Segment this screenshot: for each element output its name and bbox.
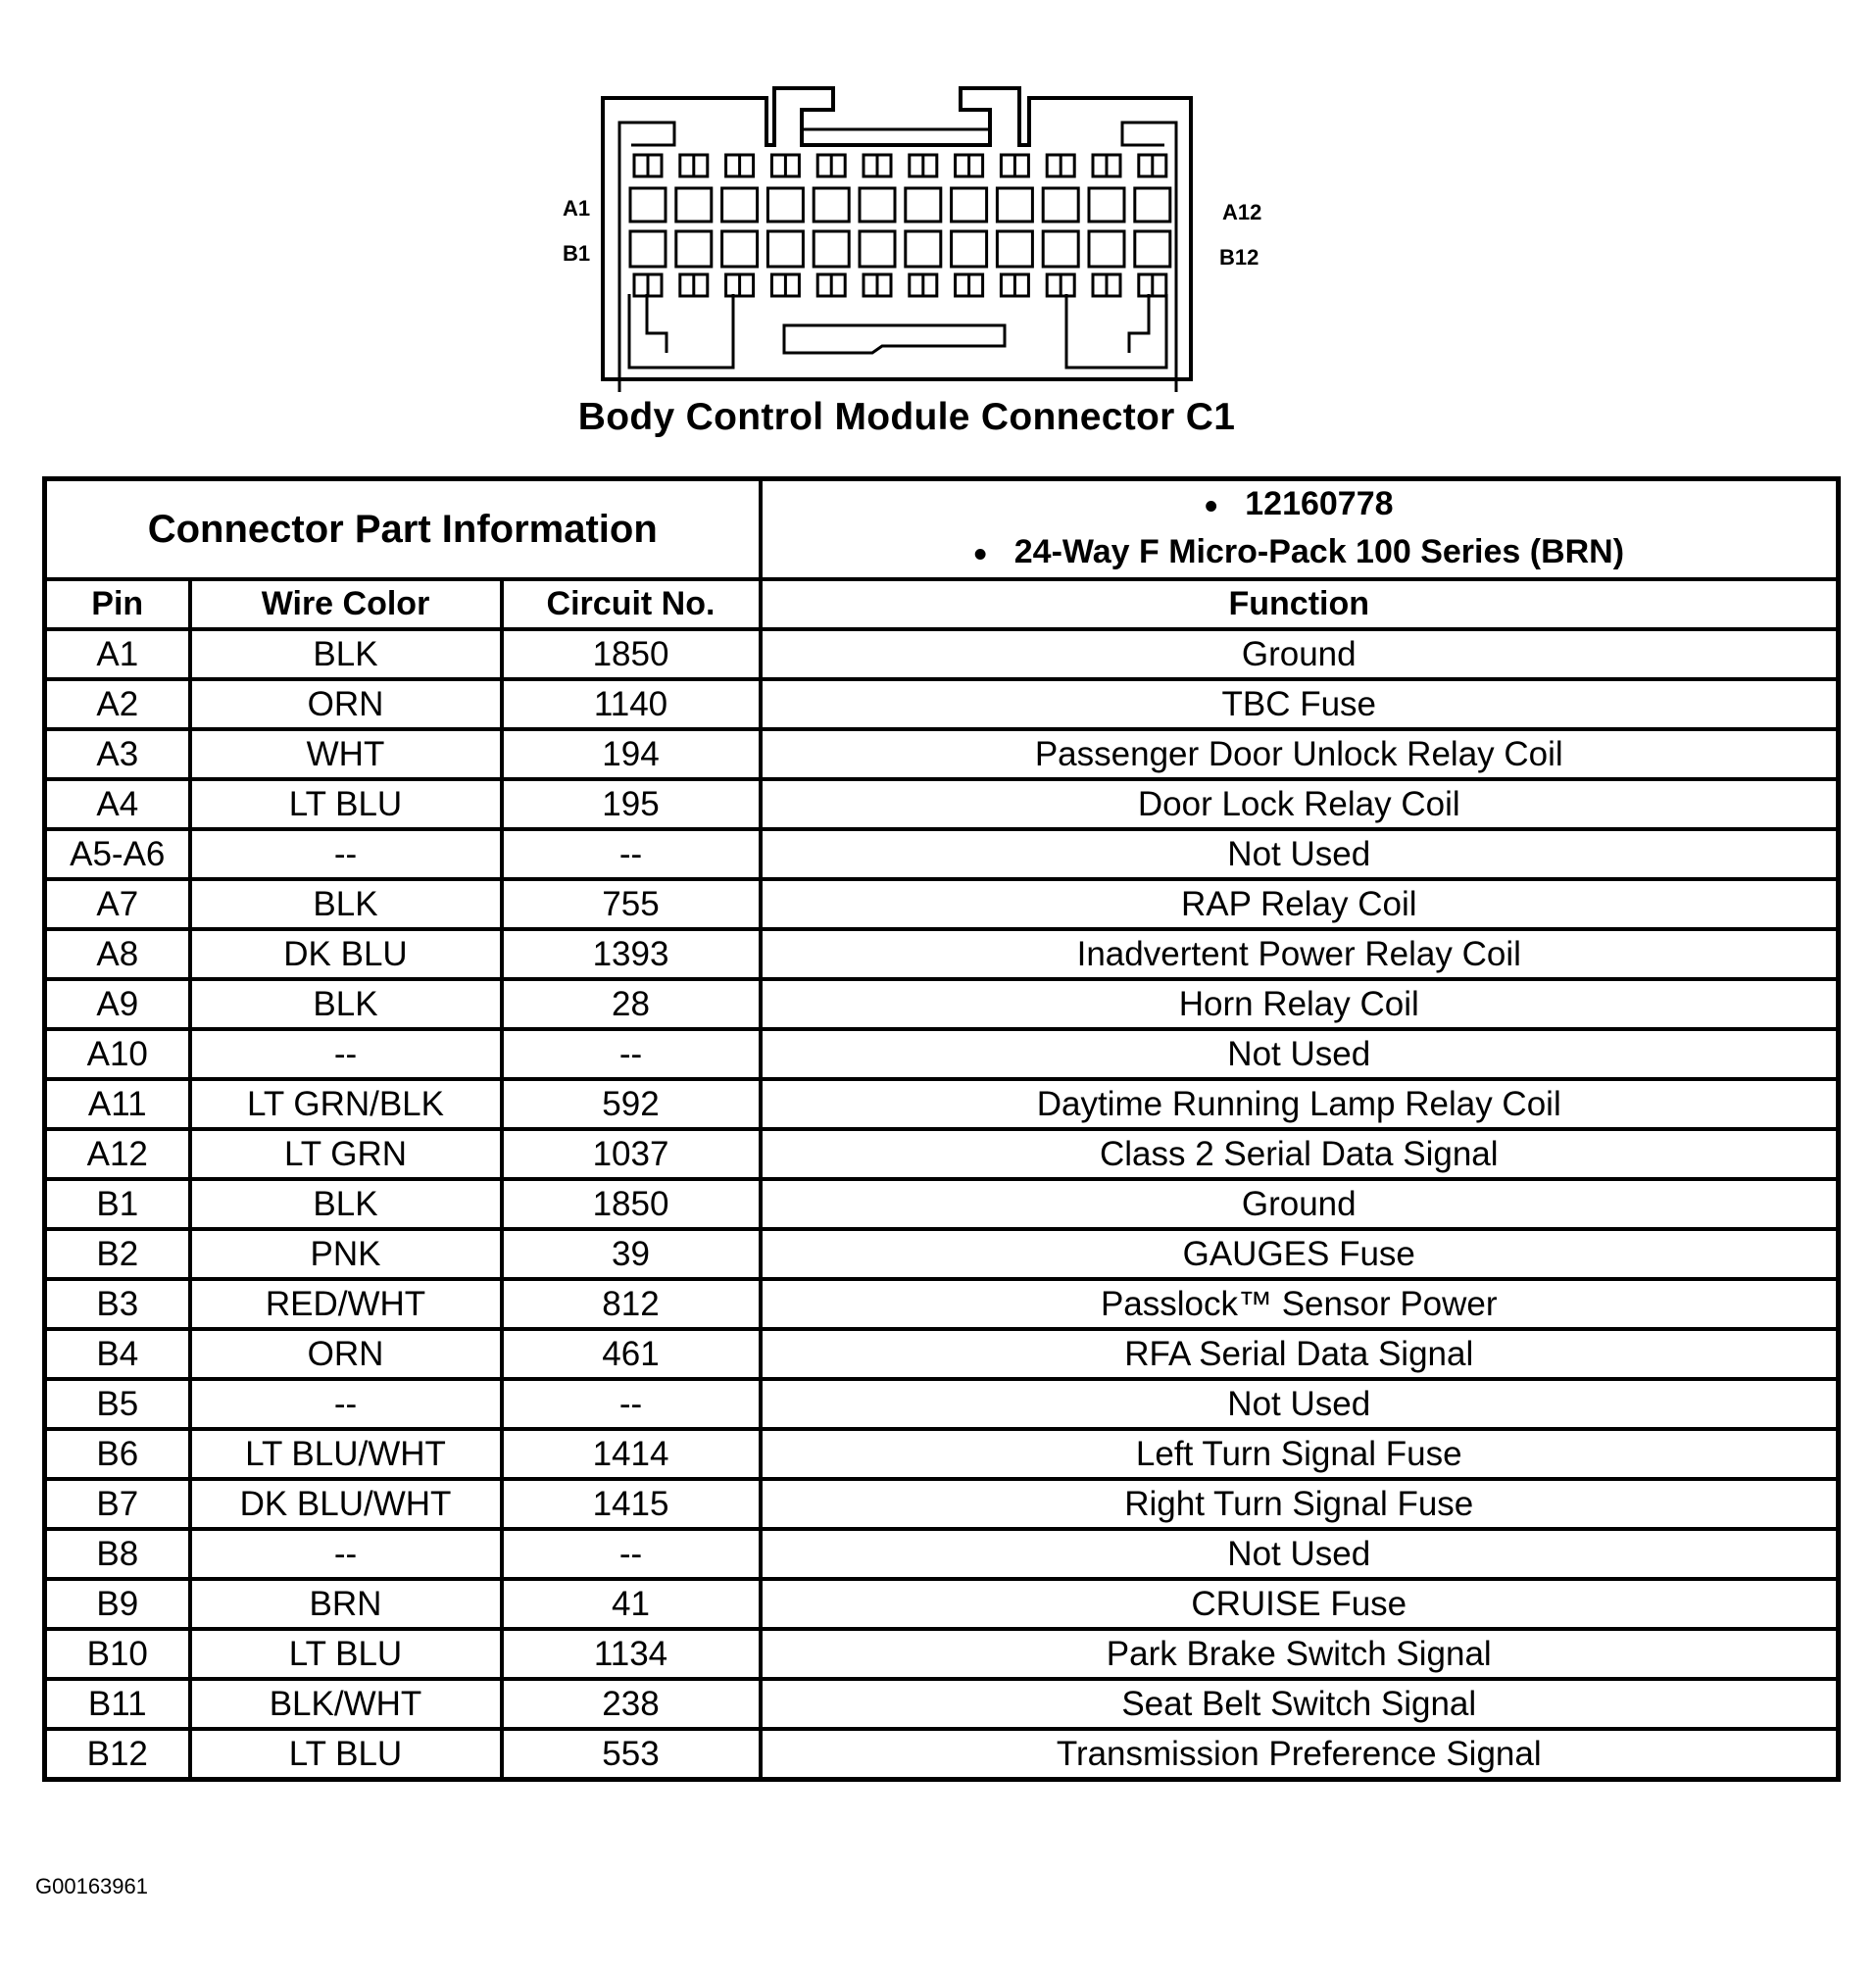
cavity-row-a: [722, 188, 758, 222]
cavity-row-b: [952, 231, 987, 267]
circuit-cell: 755: [502, 879, 761, 929]
circuit-cell: 812: [502, 1279, 761, 1329]
pin-cell: A9: [45, 979, 190, 1029]
wire-color-cell: BLK: [190, 1179, 502, 1229]
pin-cell: B11: [45, 1679, 190, 1729]
cavity-row-b: [906, 231, 941, 267]
connector-description-line: [763, 529, 1837, 577]
pin-label-a1: A1: [563, 196, 591, 221]
diagram-title: Body Control Module Connector C1: [577, 396, 1236, 438]
circuit-cell: --: [502, 829, 761, 879]
function-cell: Not Used: [761, 1029, 1839, 1079]
wire-color-cell: LT GRN/BLK: [190, 1079, 502, 1129]
col-header-pin: Pin: [45, 579, 190, 629]
circuit-cell: 28: [502, 979, 761, 1029]
function-cell: Not Used: [761, 1529, 1839, 1579]
connector-part-info-title: Connector Part Information: [45, 479, 761, 580]
wire-color-cell: BRN: [190, 1579, 502, 1629]
circuit-cell: 1134: [502, 1629, 761, 1679]
circuit-cell: --: [502, 1029, 761, 1079]
table-row: [45, 729, 1839, 779]
pin-cell: A3: [45, 729, 190, 779]
pin-cell: B2: [45, 1229, 190, 1279]
function-cell: Passenger Door Unlock Relay Coil: [761, 729, 1839, 779]
table-row: [45, 979, 1839, 1029]
table-row: [45, 1129, 1839, 1179]
table-row: [45, 1229, 1839, 1279]
circuit-cell: --: [502, 1379, 761, 1429]
wire-color-cell: WHT: [190, 729, 502, 779]
circuit-cell: 1850: [502, 1179, 761, 1229]
wire-color-cell: --: [190, 1029, 502, 1079]
circuit-cell: 194: [502, 729, 761, 779]
table-row: [45, 829, 1839, 879]
pin-cell: B4: [45, 1329, 190, 1379]
pin-cell: B12: [45, 1729, 190, 1780]
pin-cell: A1: [45, 629, 190, 679]
wire-color-cell: BLK: [190, 879, 502, 929]
wire-color-cell: DK BLU: [190, 929, 502, 979]
circuit-cell: 195: [502, 779, 761, 829]
circuit-cell: 461: [502, 1329, 761, 1379]
table-row: [45, 1729, 1839, 1780]
circuit-cell: 553: [502, 1729, 761, 1780]
cavity-row-b: [1135, 231, 1170, 267]
circuit-cell: 1850: [502, 629, 761, 679]
wire-color-cell: LT BLU/WHT: [190, 1429, 502, 1479]
pin-cell: A10: [45, 1029, 190, 1079]
table-row: [45, 1279, 1839, 1329]
function-cell: RFA Serial Data Signal: [761, 1329, 1839, 1379]
table-row: [45, 1679, 1839, 1729]
pin-cell: A2: [45, 679, 190, 729]
pin-cell: B6: [45, 1429, 190, 1479]
cavity-row-b: [1043, 231, 1078, 267]
bullet-icon: •: [1204, 486, 1218, 527]
circuit-cell: 238: [502, 1679, 761, 1729]
cavity-row-a: [1043, 188, 1078, 222]
wire-color-cell: ORN: [190, 1329, 502, 1379]
function-cell: Park Brake Switch Signal: [761, 1629, 1839, 1679]
function-cell: Transmission Preference Signal: [761, 1729, 1839, 1780]
circuit-cell: --: [502, 1529, 761, 1579]
cavity-row-b: [997, 231, 1032, 267]
function-cell: Ground: [761, 629, 1839, 679]
table-row: [45, 879, 1839, 929]
part-number: 12160778: [1245, 485, 1394, 522]
connector-description: 24-Way F Micro-Pack 100 Series (BRN): [1013, 533, 1625, 570]
table-row: [45, 1529, 1839, 1579]
pin-cell: B7: [45, 1479, 190, 1529]
table-row: [45, 929, 1839, 979]
wire-color-cell: LT BLU: [190, 1629, 502, 1679]
cavity-row-a: [952, 188, 987, 222]
function-cell: Daytime Running Lamp Relay Coil: [761, 1079, 1839, 1129]
col-header-circuit: Circuit No.: [502, 579, 761, 629]
wire-color-cell: BLK: [190, 629, 502, 679]
col-header-wire-color: Wire Color: [190, 579, 502, 629]
table-row: [45, 1329, 1839, 1379]
function-cell: RAP Relay Coil: [761, 879, 1839, 929]
table-row: [45, 1429, 1839, 1479]
function-cell: GAUGES Fuse: [761, 1229, 1839, 1279]
wire-color-cell: PNK: [190, 1229, 502, 1279]
cavity-row-b: [630, 231, 666, 267]
cavity-row-a: [1089, 188, 1124, 222]
cavity-row-a: [676, 188, 712, 222]
function-cell: Not Used: [761, 829, 1839, 879]
pin-label-b12: B12: [1219, 245, 1259, 270]
cavity-row-b: [860, 231, 895, 267]
circuit-cell: 41: [502, 1579, 761, 1629]
table-row: [45, 1029, 1839, 1079]
function-cell: Class 2 Serial Data Signal: [761, 1129, 1839, 1179]
function-cell: Left Turn Signal Fuse: [761, 1429, 1839, 1479]
function-cell: Ground: [761, 1179, 1839, 1229]
function-cell: Inadvertent Power Relay Coil: [761, 929, 1839, 979]
cavity-row-a: [814, 188, 849, 222]
circuit-cell: 1037: [502, 1129, 761, 1179]
wire-color-cell: BLK/WHT: [190, 1679, 502, 1729]
pin-cell: B9: [45, 1579, 190, 1629]
connector-face-diagram: [549, 69, 1294, 392]
circuit-cell: 592: [502, 1079, 761, 1129]
function-cell: Not Used: [761, 1379, 1839, 1429]
table-row: [45, 679, 1839, 729]
function-cell: TBC Fuse: [761, 679, 1839, 729]
circuit-cell: 39: [502, 1229, 761, 1279]
table-row: [45, 1179, 1839, 1229]
wire-color-cell: DK BLU/WHT: [190, 1479, 502, 1529]
cavity-row-b: [722, 231, 758, 267]
cavity-row-b: [676, 231, 712, 267]
function-cell: Door Lock Relay Coil: [761, 779, 1839, 829]
cavity-row-a: [997, 188, 1032, 222]
pin-cell: A11: [45, 1079, 190, 1129]
cavity-row-b: [814, 231, 849, 267]
pin-label-a12: A12: [1222, 200, 1262, 224]
wire-color-cell: LT BLU: [190, 1729, 502, 1780]
cavity-row-a: [906, 188, 941, 222]
table-row: [45, 1579, 1839, 1629]
wire-color-cell: LT GRN: [190, 1129, 502, 1179]
function-cell: CRUISE Fuse: [761, 1579, 1839, 1629]
cavity-row-a: [630, 188, 666, 222]
wire-color-cell: BLK: [190, 979, 502, 1029]
function-cell: Seat Belt Switch Signal: [761, 1679, 1839, 1729]
function-cell: Horn Relay Coil: [761, 979, 1839, 1029]
table-row: [45, 1479, 1839, 1529]
cavity-row-a: [1135, 188, 1170, 222]
part-number-line: [763, 481, 1837, 529]
wire-color-cell: ORN: [190, 679, 502, 729]
cavity-row-a: [860, 188, 895, 222]
pin-cell: B8: [45, 1529, 190, 1579]
pin-cell: A12: [45, 1129, 190, 1179]
pin-cell: A8: [45, 929, 190, 979]
pin-label-b1: B1: [563, 241, 591, 266]
function-cell: Passlock™ Sensor Power: [761, 1279, 1839, 1329]
bullet-icon: •: [973, 534, 987, 575]
figure-reference-code: G00163961: [35, 1874, 148, 1898]
wire-color-cell: RED/WHT: [190, 1279, 502, 1329]
pin-cell: A7: [45, 879, 190, 929]
pin-cell: B1: [45, 1179, 190, 1229]
part-info-bullets: [761, 479, 1839, 580]
cavity-row-b: [767, 231, 803, 267]
circuit-cell: 1140: [502, 679, 761, 729]
circuit-cell: 1393: [502, 929, 761, 979]
pin-cell: B5: [45, 1379, 190, 1429]
pin-cell: A4: [45, 779, 190, 829]
wire-color-cell: --: [190, 1529, 502, 1579]
pin-cell: B3: [45, 1279, 190, 1329]
connector-part-table: [42, 476, 1841, 1782]
table-row: [45, 629, 1839, 679]
col-header-function: Function: [761, 579, 1839, 629]
wire-color-cell: --: [190, 1379, 502, 1429]
circuit-cell: 1414: [502, 1429, 761, 1479]
table-row: [45, 1379, 1839, 1429]
cavity-row-b: [1089, 231, 1124, 267]
wire-color-cell: LT BLU: [190, 779, 502, 829]
wire-color-cell: --: [190, 829, 502, 879]
pin-cell: B10: [45, 1629, 190, 1679]
pin-cell: A5-A6: [45, 829, 190, 879]
table-row: [45, 779, 1839, 829]
table-row: [45, 1629, 1839, 1679]
function-cell: Right Turn Signal Fuse: [761, 1479, 1839, 1529]
table-row: [45, 1079, 1839, 1129]
circuit-cell: 1415: [502, 1479, 761, 1529]
cavity-row-a: [767, 188, 803, 222]
